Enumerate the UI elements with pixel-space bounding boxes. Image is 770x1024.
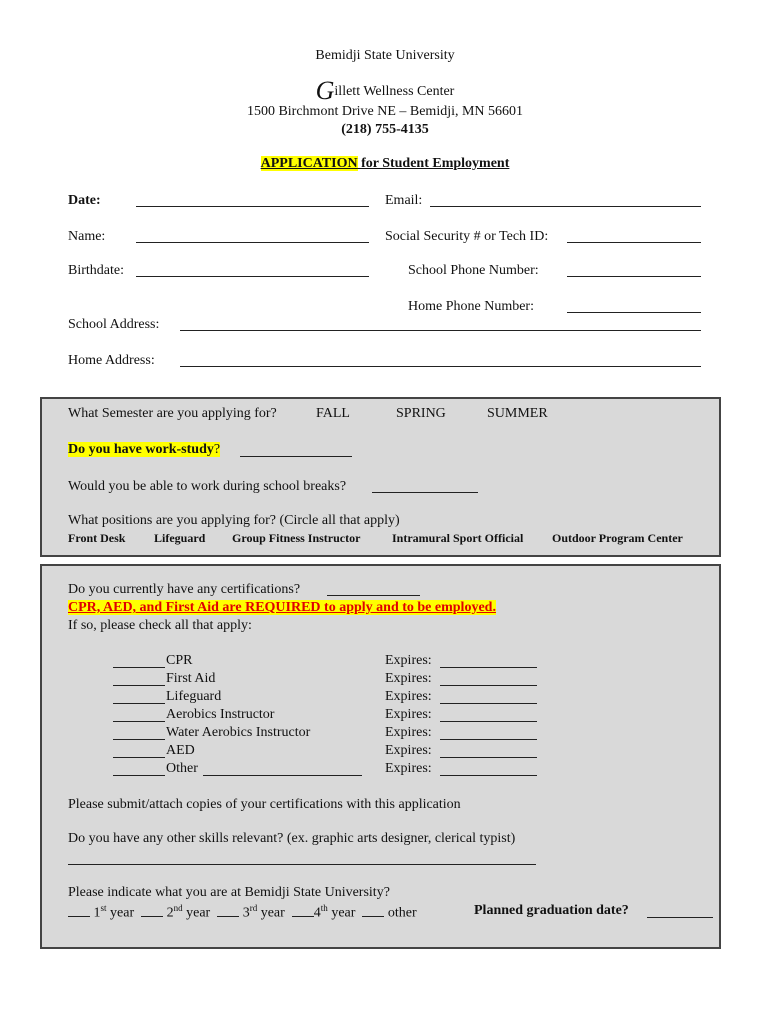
cert-check-other[interactable] [113, 775, 165, 776]
workstudy-text: Do you have work-study [68, 442, 214, 457]
year-sup-2: nd [173, 903, 183, 913]
ssn-label: Social Security # or Tech ID: [385, 229, 549, 244]
expires-label-cpr: Expires: [385, 653, 432, 668]
expires-field-aerobics[interactable] [440, 721, 537, 722]
position-group-fitness[interactable]: Group Fitness Instructor [232, 531, 361, 545]
school-phone-label: School Phone Number: [408, 263, 539, 278]
cert-check-water-aerobics[interactable] [113, 739, 165, 740]
cert-other-field[interactable] [203, 775, 362, 776]
school-address-field[interactable] [180, 330, 701, 331]
cert-label-aed: AED [166, 743, 195, 758]
cert-required-text: CPR, AED, and First Aid are REQUIRED to apply and to be employed. [68, 600, 496, 615]
expires-field-water-aerobics[interactable] [440, 739, 537, 740]
home-phone-label: Home Phone Number: [408, 299, 534, 314]
home-address-field[interactable] [180, 366, 701, 367]
school-phone-field[interactable] [567, 276, 701, 277]
year-num-4: 4 [313, 905, 321, 921]
year-blank-other[interactable] [362, 916, 384, 917]
cert-required-note [68, 600, 496, 616]
expires-label-aerobics: Expires: [385, 707, 432, 722]
expires-label-aed: Expires: [385, 743, 432, 758]
expires-field-other[interactable] [440, 775, 537, 776]
position-front-desk[interactable]: Front Desk [68, 531, 126, 545]
year-blank-4[interactable] [292, 916, 314, 917]
page-title [0, 156, 770, 172]
breaks-field[interactable] [372, 492, 478, 493]
workstudy-mark: ? [213, 442, 221, 457]
home-address-label: Home Address: [68, 353, 155, 368]
expires-label-water-aerobics: Expires: [385, 725, 432, 740]
expires-label-first-aid: Expires: [385, 671, 432, 686]
cert-check-cpr[interactable] [113, 667, 165, 668]
year-sup-4: th [320, 903, 328, 913]
year-sup-1: st [100, 903, 107, 913]
name-label: Name: [68, 229, 106, 244]
expires-label-lifeguard: Expires: [385, 689, 432, 704]
breaks-question: Would you be able to work during school breaks? [68, 479, 347, 494]
cert-label-first-aid: First Aid [166, 671, 216, 686]
year-sup-3: rd [249, 903, 258, 913]
semester-option-summer[interactable]: SUMMER [487, 406, 548, 421]
center-name [0, 76, 770, 106]
birthdate-label: Birthdate: [68, 263, 124, 278]
ssn-field[interactable] [567, 242, 701, 243]
position-outdoor[interactable]: Outdoor Program Center [552, 531, 683, 545]
position-lifeguard[interactable]: Lifeguard [154, 531, 206, 545]
cert-check-first-aid[interactable] [113, 685, 165, 686]
cert-check-prompt: If so, please check all that apply: [68, 618, 252, 633]
cert-check-lifeguard[interactable] [113, 703, 165, 704]
attach-note: Please submit/attach copies of your certifications with this application [68, 797, 461, 812]
birthdate-field[interactable] [136, 276, 369, 277]
year-blank-3[interactable] [217, 916, 239, 917]
home-phone-field[interactable] [567, 312, 701, 313]
semester-option-fall[interactable]: FALL [316, 406, 350, 421]
email-label: Email: [385, 193, 423, 208]
year-label-3: year [260, 905, 285, 921]
cert-question: Do you currently have any certifications? [68, 582, 301, 597]
year-blank-2[interactable] [141, 916, 163, 917]
center-name-rest: illett Wellness Center [334, 84, 455, 99]
expires-label-other: Expires: [385, 761, 432, 776]
date-label: Date: [68, 193, 101, 208]
expires-field-cpr[interactable] [440, 667, 537, 668]
year-num-3: 3 [242, 905, 250, 921]
year-other-label: other [387, 905, 417, 921]
year-question: Please indicate what you are at Bemidji State University? [68, 885, 390, 900]
cert-check-aerobics[interactable] [113, 721, 165, 722]
expires-field-first-aid[interactable] [440, 685, 537, 686]
title-highlight: APPLICATION [260, 156, 358, 171]
graduation-label: Planned graduation date? [474, 903, 629, 918]
workstudy-question [68, 442, 220, 458]
cert-label-other: Other [166, 761, 198, 776]
expires-field-aed[interactable] [440, 757, 537, 758]
year-label-4: year [331, 905, 356, 921]
cert-label-water-aerobics: Water Aerobics Instructor [166, 725, 311, 740]
year-num-1: 1 [93, 905, 101, 921]
workstudy-field[interactable] [240, 456, 352, 457]
expires-field-lifeguard[interactable] [440, 703, 537, 704]
date-field[interactable] [136, 206, 369, 207]
year-row [68, 903, 417, 922]
positions-question: What positions are you applying for? (Circle all that apply) [68, 513, 400, 528]
cert-check-aed[interactable] [113, 757, 165, 758]
year-num-2: 2 [166, 905, 174, 921]
center-initial: G [315, 76, 335, 105]
cert-label-lifeguard: Lifeguard [166, 689, 222, 704]
skills-question: Do you have any other skills relevant? (ex. graphic arts designer, clerical typist) [68, 831, 516, 846]
year-blank-1[interactable] [68, 916, 90, 917]
center-address: 1500 Birchmont Drive NE – Bemidji, MN 56601 [246, 104, 524, 119]
year-label-1: year [110, 905, 135, 921]
semester-question: What Semester are you applying for? [68, 406, 277, 421]
skills-field[interactable] [68, 864, 536, 865]
cert-label-aerobics: Aerobics Instructor [166, 707, 275, 722]
name-field[interactable] [136, 242, 369, 243]
year-label-2: year [186, 905, 211, 921]
graduation-field[interactable] [647, 917, 713, 918]
cert-label-cpr: CPR [166, 653, 193, 668]
title-rest: for Student Employment [357, 156, 510, 171]
center-phone: (218) 755-4135 [341, 122, 429, 137]
school-address-label: School Address: [68, 317, 160, 332]
email-field[interactable] [430, 206, 701, 207]
cert-field[interactable] [327, 595, 420, 596]
university-name: Bemidji State University [315, 48, 455, 63]
position-intramural[interactable]: Intramural Sport Official [392, 531, 524, 545]
semester-option-spring[interactable]: SPRING [396, 406, 446, 421]
